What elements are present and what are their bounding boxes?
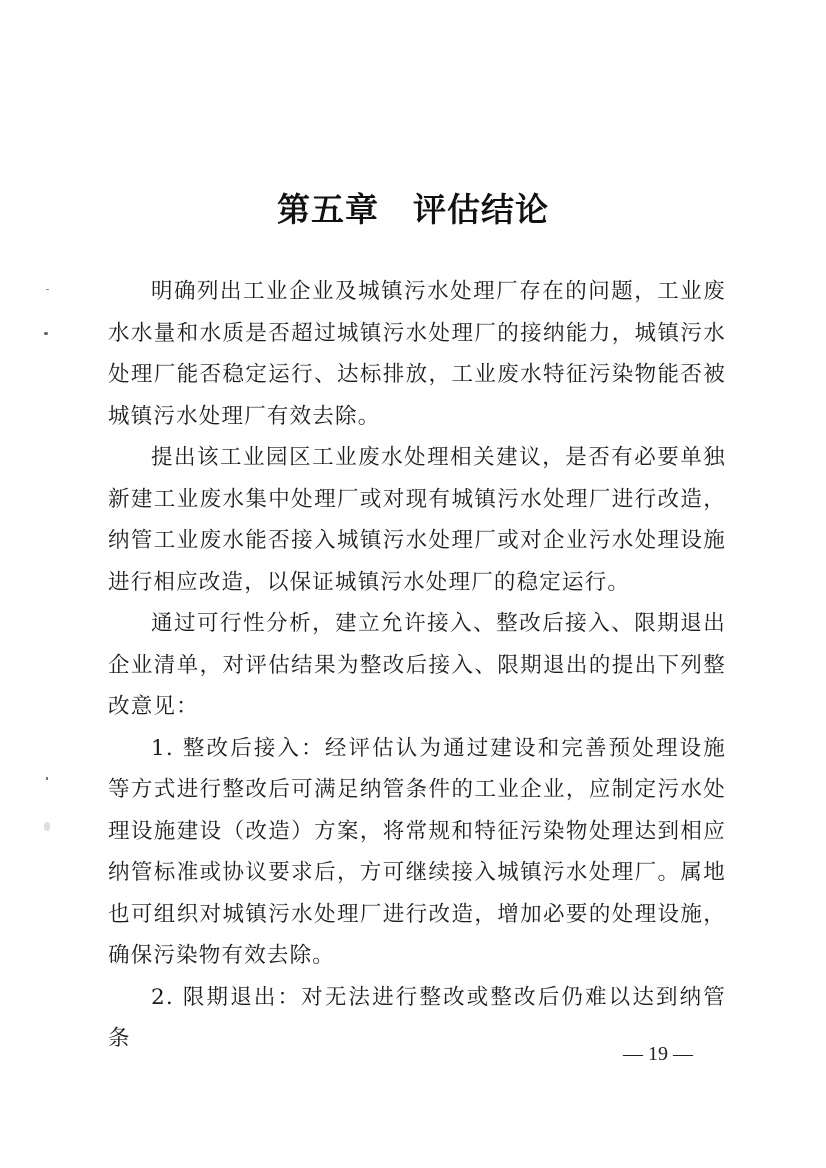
chapter-body <box>108 271 726 1060</box>
list-item: 2. 限期退出：对无法进行整改或整改后仍难以达到纳管条 <box>108 984 726 1051</box>
chapter-name: 评估结论 <box>413 190 549 229</box>
list-item: 1. 整改后接入：经评估认为通过建设和完善预处理设施等方式进行整改后可满足纳管条件的工业企业，应制定污水处理设施建设（改造）方案，将常规和特征污染物处理达到相应纳管标准或协议要求后，方可继续接入城镇污水处理厂。属地也可组织对城镇污水处理厂进行改造，增加必要的处理设施，确保污染物有效去除。 <box>108 735 726 968</box>
chapter-number: 第五章 <box>277 190 379 229</box>
scan-mark <box>44 332 48 335</box>
scan-mark <box>44 822 50 831</box>
chapter-title <box>0 184 826 231</box>
scan-mark <box>46 777 48 780</box>
page-number <box>0 1043 826 1066</box>
paragraph: 通过可行性分析，建立允许接入、整改后接入、限期退出企业清单，对评估结果为整改后接入、限期退出的提出下列整改意见： <box>108 611 726 719</box>
page-number-text: — 19 — <box>623 1043 693 1065</box>
paragraph: 提出该工业园区工业废水处理相关建议，是否有必要单独新建工业废水集中处理厂或对现有城镇污水处理厂进行改造，纳管工业废水能否接入城镇污水处理厂或对企业污水处理设施进行相应改造，以保证城镇污水处理厂的稳定运行。 <box>108 445 726 595</box>
paragraph: 明确列出工业企业及城镇污水处理厂存在的问题，工业废水水量和水质是否超过城镇污水处理厂的接纳能力，城镇污水处理厂能否稳定运行、达标排放，工业废水特征污染物能否被城镇污水处理厂有效去除。 <box>108 279 726 429</box>
scan-mark <box>46 289 49 290</box>
